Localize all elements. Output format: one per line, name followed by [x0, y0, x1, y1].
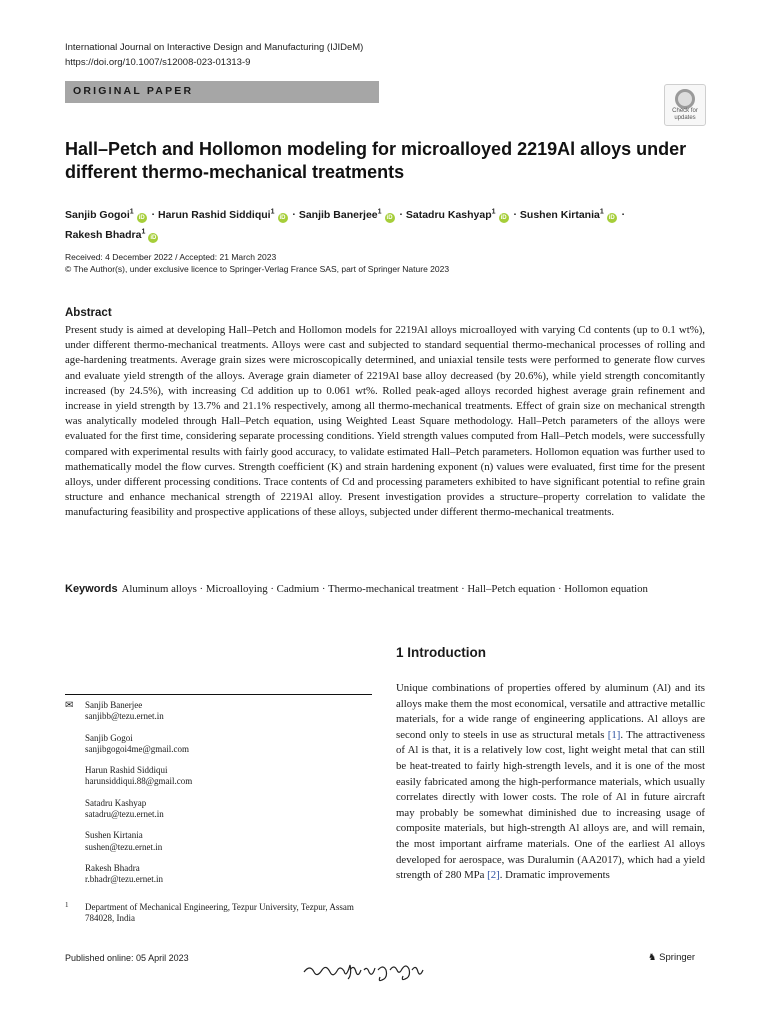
check-updates-text-2: updates [674, 115, 696, 121]
contact-entry: Sanjib Gogoi sanjibgogoi4me@gmail.com [85, 733, 372, 756]
orcid-icon[interactable]: iD [386, 214, 393, 221]
check-updates-text: Check for [672, 108, 698, 114]
abstract-body: Present study is aimed at developing Hall–Petch and Hollomon models for 2219Al alloys microalloyed with varying Cd contents (up to 0.1 wt%), under different thermo-mechanical treatments. Alloys were cast and subjected to standard sequential thermo-mechanical processes of rolling and age-hardening treatments. Average grain sizes were microscopically determined, and uniaxial tensile tests were performed to generate flow curves and evaluate yield strength of the alloys. Average grain diameter of 2219Al base alloy decreased (by 20.6%), while yield strength concomitantly increased (by 24.5%), with increasing Cd addition up to 0.061 wt%. Rolled peak-aged alloys recorded highest average grain refinement and increase in yield strength by 13.7% and 21.1% respectively, among all thermo-mechanical treatments. Effect of grain size on mechanical strength was analytically modeled through Hall–Petch equation, using Weighted Least Square methodology. Hall–Petch parameters of the alloys were evaluated for the first time, considering separate processing conditions. Yield strength values computed from Hall–Petch models, were successfully compared with experimental results with fairly good accuracy, to validate estimated Hall–Petch parameters. Hollomon equation was further used to mathematically model the flow curves. Strength coefficient (K) and strain hardening exponent (n) values were evaluated, first time for the present alloys, under different processing conditions. Trace contents of Cd and processing parameters exhibited to have significant potential to refine grain structure and enhance mechanical strength of 2219Al alloy. Present investigation provides a structure–property correlation to validate the manufacturing feasibility and prospective applications of these alloys, subjected under different thermo-mechanical treatments. [65, 324, 705, 519]
author-list: Sanjib Gogoi$^1$iD · Harun Rashid Siddiqui$^1$iD · Sanjib Banerjee$^1$iD · Satadru Kashyap$^1$iD · Sushen Kirtania$^1$iD · Rakesh Bhadra$^1$iD [65, 208, 626, 241]
author[interactable]: Sanjib Gogoi$^1$ [65, 208, 134, 221]
orcid-icon[interactable]: iD [279, 214, 286, 221]
section-heading-introduction: 1 Introduction [396, 645, 486, 660]
contact-entry: Sanjib Banerjee sanjibb@tezu.ernet.in [85, 700, 372, 723]
handwritten-signature [300, 950, 430, 986]
email-link[interactable]: harunsiddiqui.88@gmail.com [85, 776, 193, 787]
keywords-label: Keywords [65, 583, 118, 595]
orcid-icon[interactable]: iD [138, 214, 145, 221]
orcid-icon[interactable]: iD [608, 214, 615, 221]
journal-name: International Journal on Interactive Design and Manufacturing (IJIDeM) [65, 42, 364, 53]
paper-title: Hall–Petch and Hollomon modeling for microalloyed 2219Al alloys under different thermo-mechanical treatments [65, 139, 687, 182]
contact-entry: Satadru Kashyap satadru@tezu.ernet.in [85, 798, 372, 821]
orcid-icon[interactable]: iD [500, 214, 507, 221]
author[interactable]: Rakesh Bhadra$^1$ [65, 228, 146, 241]
email-link[interactable]: satadru@tezu.ernet.in [85, 809, 164, 820]
publication-dates [65, 252, 449, 275]
keywords-text: Aluminum alloys · Microalloying · Cadmium · Thermo-mechanical treatment · Hall–Petch equation · Hollomon equation [121, 583, 648, 595]
contact-entry: Sushen Kirtania sushen@tezu.ernet.in [85, 830, 372, 853]
author[interactable]: Sanjib Banerjee$^1$ [298, 208, 382, 221]
contact-entry: Rakesh Bhadra r.bhadr@tezu.ernet.in [85, 863, 372, 886]
publisher-name: Springer [659, 952, 696, 963]
doi-link[interactable]: https://doi.org/10.1007/s12008-023-01313-9 [65, 57, 251, 68]
introduction-text: Unique combinations of properties offered by aluminum (Al) and its alloys make them the most economical, versatile and attractive metallic materials, for a wide range of engineering applications. Al alloys are second only to steels in use as structural metals [1]. The attractiveness of Al is that, it is a relatively low cost, light weight metal that can still be heat-treated to fairly high-strength levels, and it is one of the most easily fabricated among the high-performance materials, which usually correlates directly with lower costs. The role of Al in future aircraft may probably be somewhat diminished due to increasing usage of composite materials, but high-strength Al alloys are, and will remain, the most important airframe materials. One of the earliest Al alloys developed for aerospace, was Duralumin (AA2017), which had a yield strength of 280 MPa [2]. Dramatic improvements [396, 682, 705, 882]
email-link[interactable]: sanjibgogoi4me@gmail.com [85, 743, 190, 754]
footnote-divider [65, 694, 372, 695]
affiliation-text: Department of Mechanical Engineering, Tezpur University, Tezpur, Assam 784028, India [85, 902, 354, 924]
published-online: Published online: 05 April 2023 [65, 953, 189, 963]
affiliation [65, 902, 372, 925]
affiliation-number: 1 [65, 901, 69, 909]
email-link[interactable]: sushen@tezu.ernet.in [85, 841, 163, 852]
article-type-label: ORIGINAL PAPER [73, 85, 194, 97]
author[interactable]: Harun Rashid Siddiqui$^1$ [158, 208, 275, 221]
abstract-heading: Abstract [65, 307, 112, 319]
journal-header [65, 40, 363, 70]
email-link[interactable]: sanjibb@tezu.ernet.in [85, 711, 164, 722]
author-contacts [65, 700, 372, 896]
article-type-banner [65, 81, 379, 103]
received-accepted: Received: 4 December 2022 / Accepted: 21 March 2023 [65, 252, 277, 262]
copyright-line: © The Author(s), under exclusive licence to Springer-Verlag France SAS, part of Springer Nature 2023 [65, 263, 450, 274]
citation-link[interactable]: [1] [607, 728, 621, 741]
contact-entry: Harun Rashid Siddiqui harunsiddiqui.88@gmail.com [85, 765, 372, 788]
author[interactable]: Sushen Kirtania$^1$ [519, 208, 604, 221]
orcid-icon[interactable]: iD [150, 235, 157, 241]
citation-link[interactable]: [2] [487, 869, 500, 882]
keywords [65, 582, 705, 597]
envelope-icon: ✉ [65, 700, 74, 711]
email-link[interactable]: r.bhadr@tezu.ernet.in [85, 874, 164, 885]
check-updates-icon [675, 89, 695, 109]
author[interactable]: Satadru Kashyap$^1$ [405, 208, 496, 221]
publisher-mark [648, 952, 695, 963]
springer-horse-icon: ♞ [648, 952, 657, 963]
check-for-updates-badge[interactable] [664, 84, 706, 126]
